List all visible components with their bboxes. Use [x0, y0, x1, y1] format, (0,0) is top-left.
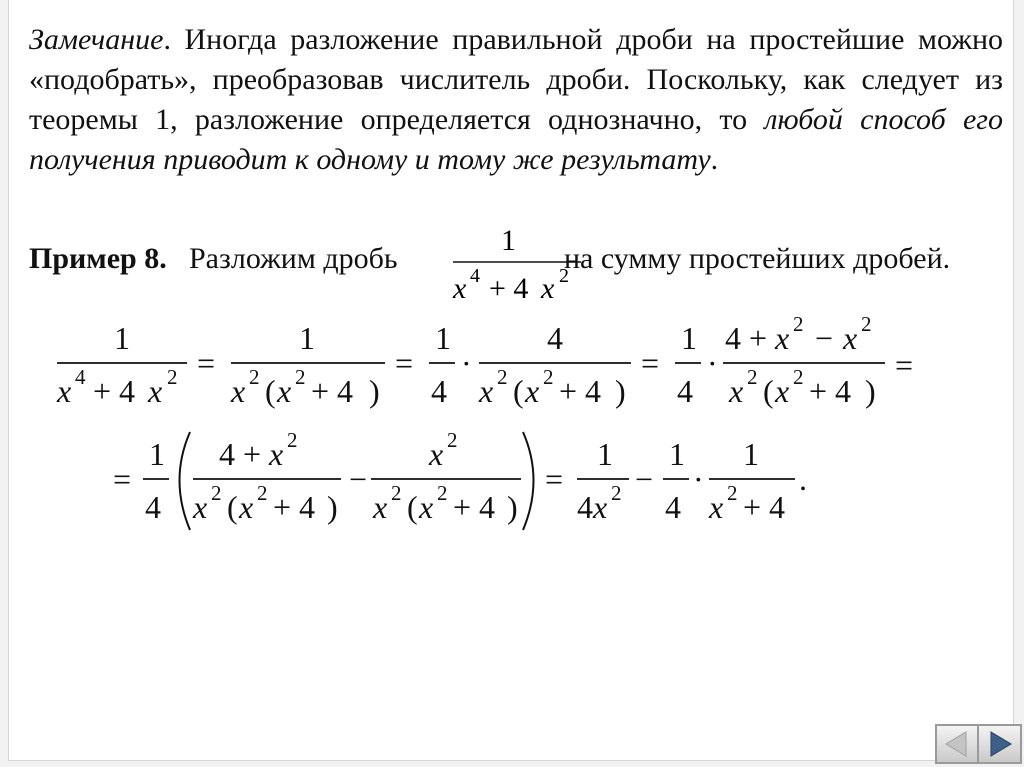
svg-text:x: x	[525, 373, 540, 409]
svg-text:1: 1	[435, 320, 451, 356]
svg-text:=: =	[641, 345, 660, 381]
slide	[8, 0, 1014, 761]
svg-text:=: =	[395, 345, 414, 381]
svg-text:.: .	[799, 461, 807, 497]
svg-text:x: x	[593, 489, 608, 525]
svg-text:x: x	[775, 373, 790, 409]
svg-text:x: x	[231, 373, 246, 409]
svg-text:−: −	[349, 461, 368, 497]
svg-text:(: (	[407, 489, 418, 525]
example-text-after: на сумму простейших дробей.	[564, 242, 951, 275]
svg-text:4: 4	[547, 320, 563, 356]
svg-text:2: 2	[861, 312, 872, 336]
svg-text:): )	[507, 489, 518, 525]
svg-text:(: (	[513, 373, 524, 409]
svg-text:x: x	[775, 320, 790, 356]
svg-text:2: 2	[249, 365, 260, 389]
svg-text:x: x	[277, 373, 292, 409]
svg-text:x: x	[729, 373, 744, 409]
svg-text:4: 4	[219, 436, 235, 472]
svg-text:x: x	[843, 320, 858, 356]
svg-text:+ 4: + 4	[311, 373, 354, 409]
svg-text:4: 4	[577, 489, 593, 525]
svg-text:2: 2	[167, 365, 178, 389]
svg-text:x: x	[709, 489, 724, 525]
svg-text:2: 2	[211, 481, 222, 505]
remark-end: .	[710, 143, 719, 176]
example-label: Пример 8.	[29, 242, 167, 275]
svg-text:+ 4: + 4	[559, 373, 602, 409]
svg-text:+: +	[243, 436, 262, 472]
svg-text:4: 4	[665, 489, 681, 525]
svg-text:4: 4	[75, 365, 86, 389]
svg-text:2: 2	[747, 365, 758, 389]
left-arrow-icon	[942, 729, 972, 759]
svg-text:4: 4	[431, 373, 447, 409]
svg-text:x: x	[148, 373, 163, 409]
svg-text:1: 1	[149, 436, 165, 472]
svg-text:+ 4: + 4	[809, 373, 852, 409]
svg-text:2: 2	[543, 365, 554, 389]
svg-text:+ 4: + 4	[489, 272, 529, 302]
svg-text:x: x	[479, 373, 494, 409]
svg-text:−: −	[815, 320, 834, 356]
svg-text:2: 2	[257, 481, 268, 505]
svg-text:): )	[865, 373, 876, 409]
decomposition-formula	[9, 0, 1013, 760]
svg-text:2: 2	[391, 481, 402, 505]
prev-slide-button[interactable]	[935, 724, 979, 764]
svg-text:2: 2	[295, 365, 306, 389]
svg-text:+ 4: + 4	[273, 489, 316, 525]
svg-text:(: (	[265, 373, 276, 409]
svg-text:1: 1	[743, 436, 759, 472]
svg-text:1: 1	[597, 436, 613, 472]
svg-text:+ 4: + 4	[453, 489, 496, 525]
svg-text:2: 2	[447, 428, 458, 452]
svg-text:=: =	[197, 345, 216, 381]
remark-label: Замечание	[29, 23, 164, 56]
svg-text:1: 1	[669, 436, 685, 472]
next-slide-button[interactable]	[977, 724, 1022, 764]
svg-text:x: x	[429, 436, 444, 472]
svg-text:2: 2	[793, 365, 804, 389]
svg-text:+: +	[749, 320, 768, 356]
svg-text:x: x	[57, 373, 72, 409]
svg-text:·: ·	[707, 345, 718, 381]
svg-text:+ 4: + 4	[93, 373, 136, 409]
svg-text:2: 2	[437, 481, 448, 505]
svg-text:4: 4	[677, 373, 693, 409]
svg-text:x: x	[239, 489, 254, 525]
svg-text:): )	[327, 489, 338, 525]
svg-text:(: (	[763, 373, 774, 409]
svg-text:1: 1	[681, 320, 697, 356]
svg-text:2: 2	[559, 265, 569, 287]
svg-text:1: 1	[114, 320, 130, 356]
svg-text:+ 4: + 4	[743, 489, 786, 525]
svg-text:1: 1	[501, 224, 516, 257]
svg-text:x: x	[269, 436, 284, 472]
svg-text:): )	[615, 373, 626, 409]
svg-text:2: 2	[611, 481, 622, 505]
right-arrow-icon	[985, 729, 1015, 759]
svg-text:x: x	[541, 272, 555, 302]
svg-text:2: 2	[727, 481, 738, 505]
svg-text:·: ·	[461, 345, 472, 381]
svg-text:4: 4	[145, 489, 161, 525]
svg-text:=: =	[545, 461, 564, 497]
svg-text:4: 4	[470, 265, 480, 287]
remark-text: . Иногда разложение правильной дроби на простейшие можно «подобрать», преобразовав числитель дроби. Поскольку, как следует из теоремы 1, разложение определяется однозначно, то	[29, 23, 1003, 136]
svg-text:=: =	[895, 347, 914, 383]
svg-text:4: 4	[725, 320, 741, 356]
svg-text:x: x	[453, 272, 467, 302]
example-text-before: Разложим дробь	[189, 242, 398, 275]
svg-text:2: 2	[793, 312, 804, 336]
svg-text:1: 1	[299, 320, 315, 356]
svg-text:=: =	[113, 461, 132, 497]
svg-text:2: 2	[287, 428, 298, 452]
svg-text:x: x	[193, 489, 208, 525]
svg-text:): )	[369, 373, 380, 409]
svg-text:(: (	[227, 489, 238, 525]
svg-text:·: ·	[693, 461, 704, 497]
remark-italic-text: любой способ его получения приводит к одному и тому же результату	[29, 103, 1003, 176]
svg-text:−: −	[635, 461, 654, 497]
svg-text:x: x	[419, 489, 434, 525]
svg-text:2: 2	[497, 365, 508, 389]
svg-text:x: x	[373, 489, 388, 525]
